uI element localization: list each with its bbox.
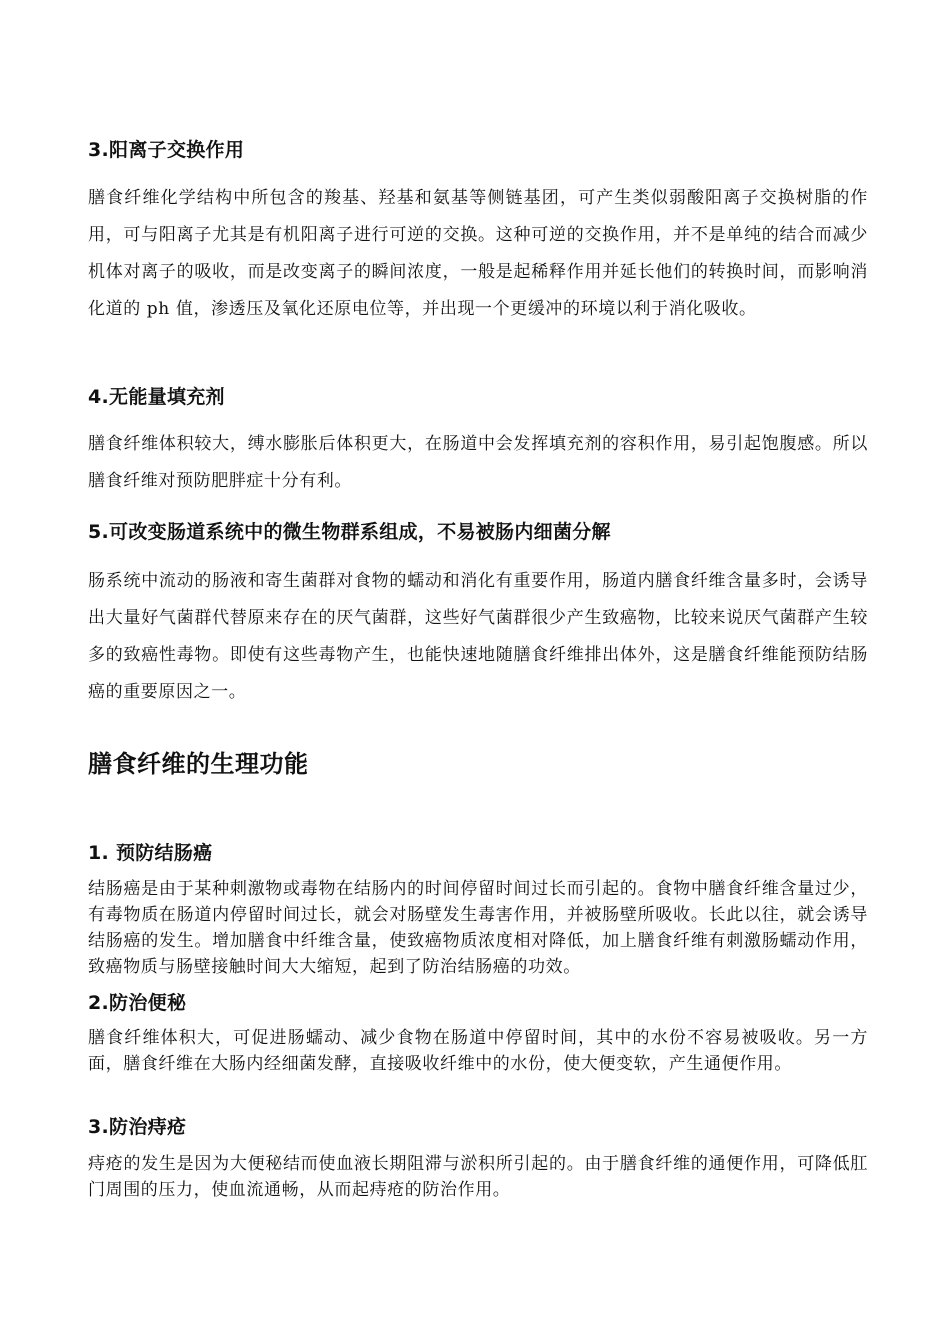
paragraph-cation-exchange: 膳食纤维化学结构中所包含的羧基、羟基和氨基等侧链基团，可产生类似弱酸阳离子交换树脂的作用，可与阳离子尤其是有机阳离子进行可逆的交换。这种可逆的交换作用，并不是单纯的结合而减少机体对离子的吸收，而是改变离子的瞬间浓度，一般是起稀释作用并延长他们的转换时间，而影响消化道的 ph 值，渗透压及氧化还原电位等，并出现一个更缓冲的环境以利于消化吸收。 [88, 188, 868, 319]
heading-no-energy-filler: 4.无能量填充剂 [88, 386, 225, 408]
paragraph-gut-microbiota: 肠系统中流动的肠液和寄生菌群对食物的蠕动和消化有重要作用，肠道内膳食纤维含量多时，会诱导出大量好气菌群代替原来存在的厌气菌群，这些好气菌群很少产生致癌物，比较来说厌气菌群产生较多的致癌性毒物。即使有这些毒物产生，也能快速地随膳食纤维排出体外，这是膳食纤维能预防结肠癌的重要原因之一。 [88, 571, 868, 702]
paragraph-no-energy-filler: 膳食纤维体积较大，缚水膨胀后体积更大，在肠道中会发挥填充剂的容积作用，易引起饱腹感。所以膳食纤维对预防肥胖症十分有利。 [88, 434, 868, 491]
heading-prevent-colon-cancer: 1. 预防结肠癌 [88, 842, 213, 864]
heading-prevent-constipation: 2.防治便秘 [88, 992, 187, 1014]
section-title-physiological-functions: 膳食纤维的生理功能 [88, 750, 309, 778]
paragraph-prevent-colon-cancer: 结肠癌是由于某种刺激物或毒物在结肠内的时间停留时间过长而引起的。食物中膳食纤维含量过少，有毒物质在肠道内停留时间过长，就会对肠壁发生毒害作用，并被肠壁所吸收。长此以往，就会诱导结肠癌的发生。增加膳食中纤维含量，使致癌物质浓度相对降低，加上膳食纤维有刺激肠蠕动作用，致癌物质与肠壁接触时间大大缩短，起到了防治结肠癌的功效。 [88, 879, 868, 977]
heading-prevent-hemorrhoids: 3.防治痔疮 [88, 1116, 187, 1138]
heading-cation-exchange: 3.阳离子交换作用 [88, 139, 245, 161]
heading-gut-microbiota: 5.可改变肠道系统中的微生物群系组成，不易被肠内细菌分解 [88, 521, 611, 543]
paragraph-prevent-constipation: 膳食纤维体积大，可促进肠蠕动、减少食物在肠道中停留时间，其中的水份不容易被吸收。另一方面，膳食纤维在大肠内经细菌发酵，直接吸收纤维中的水份，使大便变软，产生通便作用。 [88, 1028, 868, 1074]
paragraph-prevent-hemorrhoids: 痔疮的发生是因为大便秘结而使血液长期阻滞与淤积所引起的。由于膳食纤维的通便作用，可降低肛门周围的压力，使血流通畅，从而起痔疮的防治作用。 [88, 1154, 868, 1200]
